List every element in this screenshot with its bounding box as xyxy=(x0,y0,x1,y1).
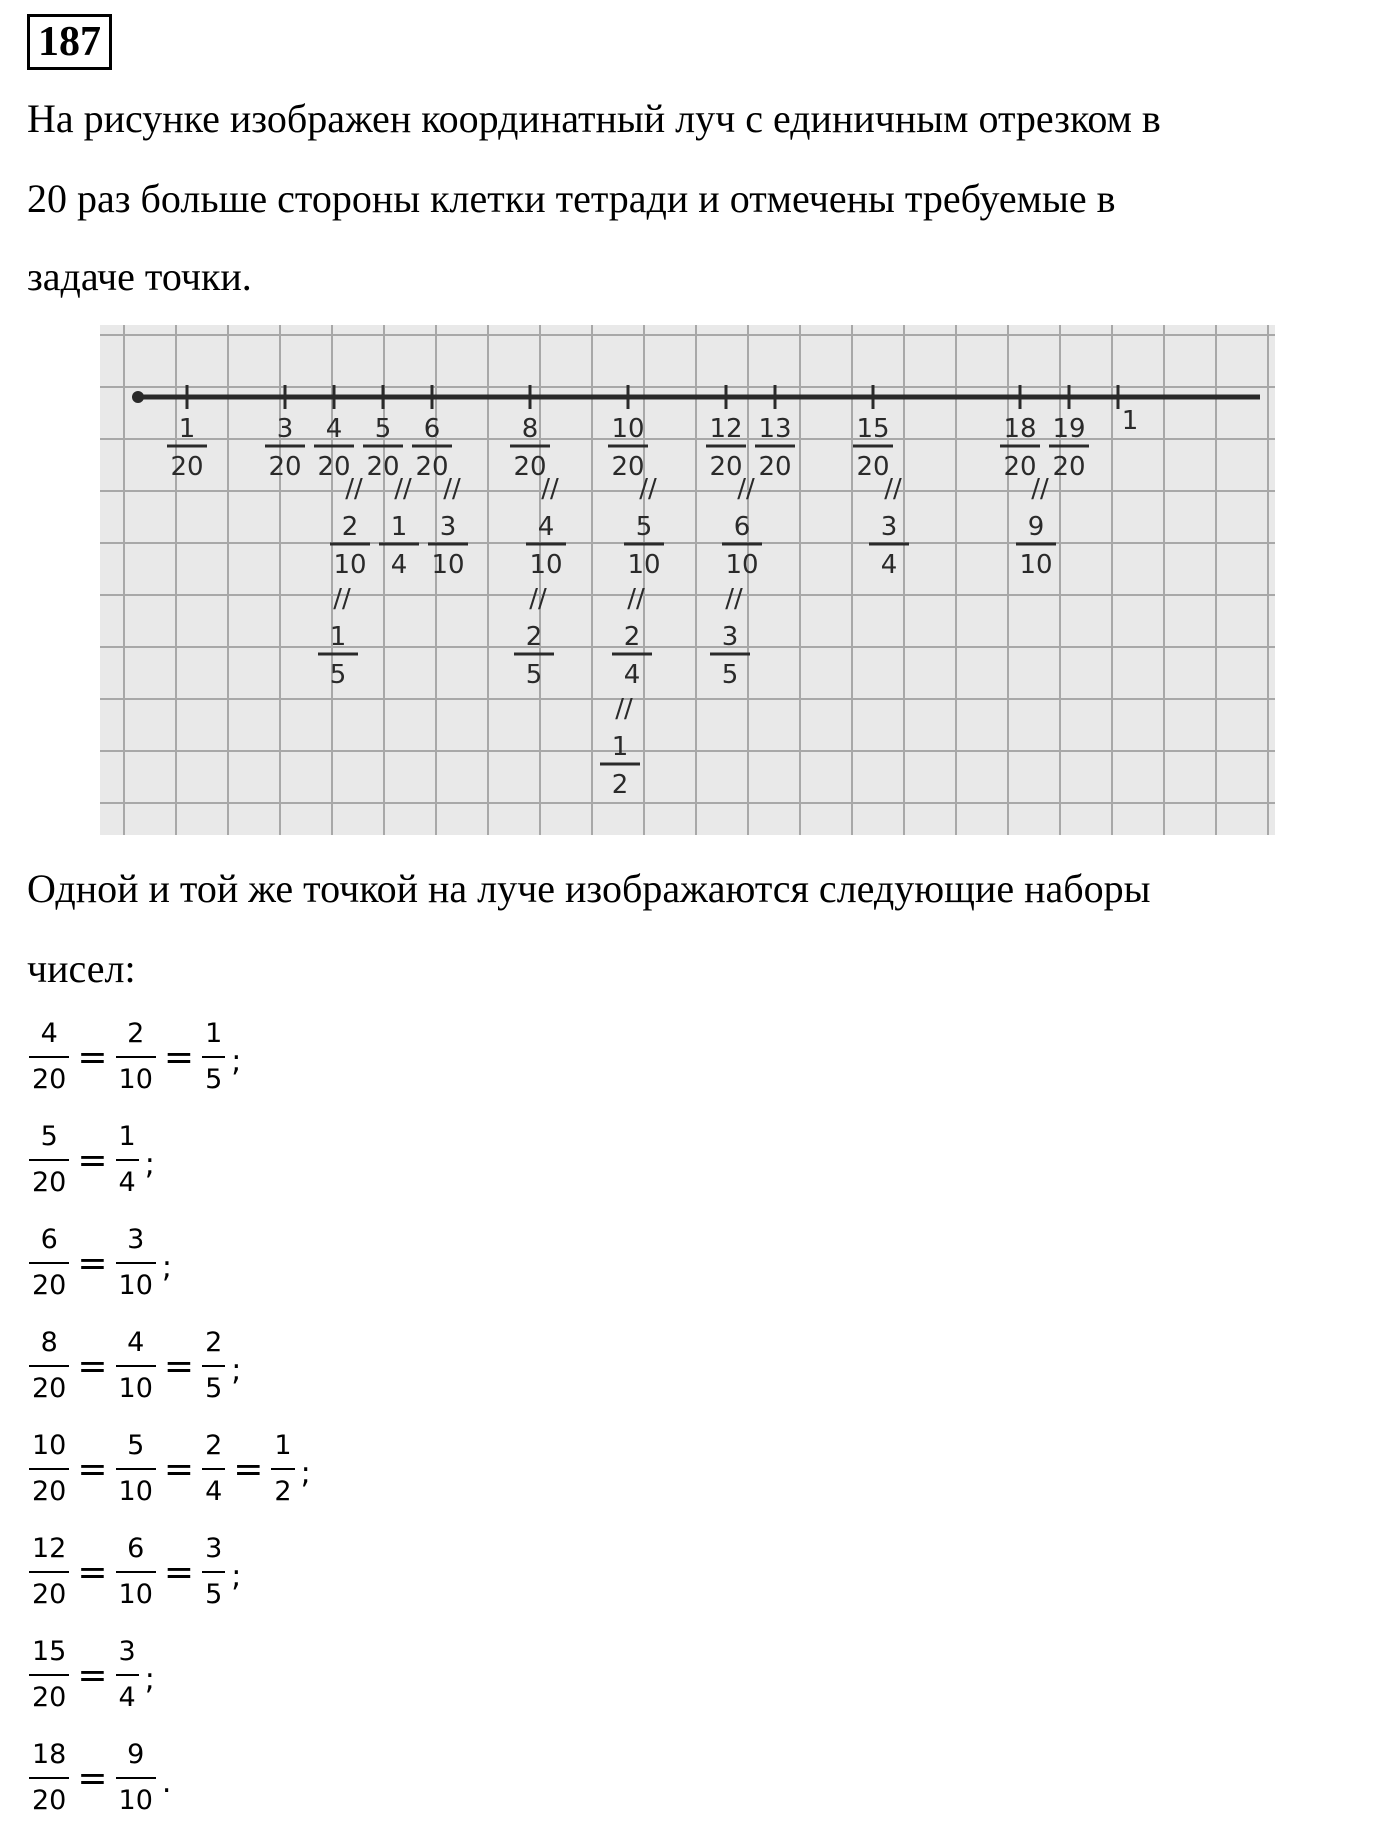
fraction xyxy=(29,1630,69,1720)
equation-row xyxy=(27,1527,241,1617)
fraction-numerator: 3 xyxy=(118,1636,136,1667)
equals-sign: = xyxy=(163,1036,195,1078)
equation-row xyxy=(27,1321,241,1411)
fraction-denominator: 5 xyxy=(205,1579,223,1610)
tick-label-numerator: 15 xyxy=(856,414,890,444)
fraction xyxy=(29,1115,69,1205)
fraction-denominator: 10 xyxy=(118,1476,153,1507)
fraction-denominator: 5 xyxy=(205,1064,223,1095)
fraction-numerator: 1 xyxy=(274,1430,292,1461)
fraction xyxy=(202,1424,225,1514)
tick-label-numerator: 4 xyxy=(325,414,343,444)
tick-label-denominator: 20 xyxy=(268,452,302,482)
tick-label-denominator: 20 xyxy=(758,452,792,482)
paper-background xyxy=(100,325,1275,835)
fraction xyxy=(29,1527,69,1617)
equals-sign: = xyxy=(77,1139,108,1181)
fraction-denominator: 20 xyxy=(32,1270,67,1301)
tick-label-denominator: 20 xyxy=(1003,452,1037,482)
equals-sign: = xyxy=(77,1551,108,1593)
equivalent-fraction-denominator: 5 xyxy=(721,660,739,690)
fraction-denominator: 20 xyxy=(32,1167,67,1198)
equivalent-fraction-denominator: 10 xyxy=(725,550,759,580)
fraction-numerator: 4 xyxy=(127,1327,145,1358)
equals-sign: = xyxy=(77,1448,108,1490)
tick-label-denominator: 20 xyxy=(317,452,351,482)
fraction xyxy=(116,1012,156,1102)
equivalent-fraction-denominator: 10 xyxy=(333,550,367,580)
tick-label-denominator: 20 xyxy=(709,452,743,482)
equivalent-fraction-numerator: 1 xyxy=(611,732,629,762)
equation-row xyxy=(27,1218,172,1308)
fraction xyxy=(116,1115,139,1205)
fraction-numerator: 3 xyxy=(127,1224,145,1255)
fraction xyxy=(29,1733,69,1823)
fraction-denominator: 10 xyxy=(118,1064,153,1095)
fraction-numerator: 6 xyxy=(127,1533,145,1564)
equivalent-fraction-numerator: 3 xyxy=(721,622,739,652)
equivalent-fraction-numerator: 4 xyxy=(537,512,555,542)
fraction xyxy=(116,1321,156,1411)
fraction-denominator: 5 xyxy=(205,1373,223,1404)
fraction xyxy=(202,1321,225,1411)
equivalent-fraction-numerator: 1 xyxy=(329,622,347,652)
fraction-numerator: 10 xyxy=(32,1430,67,1461)
fraction xyxy=(29,1012,69,1102)
equivalent-fraction-numerator: 2 xyxy=(341,512,359,542)
fraction-denominator: 2 xyxy=(274,1476,292,1507)
fraction-numerator: 15 xyxy=(32,1636,67,1667)
equal-mark: // xyxy=(615,694,633,724)
equals-sign: = xyxy=(77,1757,108,1799)
equation-punctuation: ; xyxy=(144,1661,155,1697)
equals-sign: = xyxy=(163,1551,195,1593)
equal-mark: // xyxy=(541,474,559,504)
tick-label-numerator: 3 xyxy=(276,414,294,444)
tick-label-denominator: 20 xyxy=(415,452,449,482)
fraction-numerator: 8 xyxy=(40,1327,58,1358)
tick-label-denominator: 20 xyxy=(1052,452,1086,482)
equivalent-fraction-denominator: 10 xyxy=(627,550,661,580)
equals-sign: = xyxy=(163,1448,195,1490)
fraction-denominator: 20 xyxy=(32,1785,67,1816)
equation-row xyxy=(27,1424,311,1514)
equal-mark: // xyxy=(394,474,412,504)
equals-sign: = xyxy=(77,1345,108,1387)
fraction xyxy=(202,1527,225,1617)
equation-punctuation: ; xyxy=(231,1043,242,1079)
tick-label-numerator: 1 xyxy=(178,414,196,444)
fraction-denominator: 10 xyxy=(118,1785,153,1816)
equation-punctuation: . xyxy=(161,1764,172,1800)
equivalent-fraction-numerator: 3 xyxy=(439,512,457,542)
equation-punctuation: ; xyxy=(144,1146,155,1182)
fraction-denominator: 20 xyxy=(32,1579,67,1610)
fraction xyxy=(116,1218,156,1308)
fraction-numerator: 5 xyxy=(127,1430,145,1461)
equation-row xyxy=(27,1012,241,1102)
equation-punctuation: ; xyxy=(231,1558,242,1594)
equivalent-fraction-denominator: 10 xyxy=(431,550,465,580)
equals-sign: = xyxy=(77,1242,108,1284)
fraction-numerator: 2 xyxy=(205,1327,223,1358)
equal-mark: // xyxy=(627,584,645,614)
fraction xyxy=(116,1527,156,1617)
equation-punctuation: ; xyxy=(161,1249,172,1285)
tick-label-numerator: 10 xyxy=(611,414,645,444)
intro-line-2: 20 раз больше стороны клетки тетради и отмечены требуемые в xyxy=(27,176,1116,221)
equal-mark: // xyxy=(345,474,363,504)
equivalent-fraction-denominator: 10 xyxy=(1019,550,1053,580)
tick-label-numerator: 12 xyxy=(709,414,743,444)
equation-row xyxy=(27,1630,155,1720)
equation-row xyxy=(27,1733,171,1823)
equals-sign: = xyxy=(77,1036,108,1078)
fraction xyxy=(116,1424,156,1514)
equal-mark: // xyxy=(443,474,461,504)
fraction-numerator: 18 xyxy=(32,1739,67,1770)
equal-mark: // xyxy=(639,474,657,504)
fraction xyxy=(271,1424,294,1514)
fraction-denominator: 10 xyxy=(118,1270,153,1301)
equal-mark: // xyxy=(737,474,755,504)
equal-mark: // xyxy=(529,584,547,614)
conclusion-line-1: Одной и той же точкой на луче изображаются следующие наборы xyxy=(27,866,1151,911)
intro-line-3: задаче точки. xyxy=(27,254,252,299)
equivalent-fraction-numerator: 5 xyxy=(635,512,653,542)
equal-mark: // xyxy=(725,584,743,614)
equivalent-fraction-numerator: 3 xyxy=(880,512,898,542)
equivalent-fraction-numerator: 2 xyxy=(623,622,641,652)
tick-label-numerator: 5 xyxy=(374,414,392,444)
intro-line-1: На рисунке изображен координатный луч с единичным отрезком в xyxy=(27,96,1161,141)
fraction xyxy=(29,1424,69,1514)
fraction-denominator: 10 xyxy=(118,1579,153,1610)
fraction-numerator: 6 xyxy=(40,1224,58,1255)
equivalent-fraction-numerator: 6 xyxy=(733,512,751,542)
fraction-denominator: 20 xyxy=(32,1682,67,1713)
equivalent-fraction-numerator: 2 xyxy=(525,622,543,652)
equal-mark: // xyxy=(1031,474,1049,504)
fraction-numerator: 5 xyxy=(40,1121,58,1152)
tick-label-denominator: 20 xyxy=(856,452,890,482)
fraction-numerator: 3 xyxy=(205,1533,223,1564)
equivalent-fraction-denominator: 4 xyxy=(623,660,641,690)
conclusion-line-2: чисел: xyxy=(27,946,136,991)
coordinate-ray-figure xyxy=(100,325,1275,835)
equation-punctuation: ; xyxy=(231,1352,242,1388)
task-number: 187 xyxy=(27,14,112,70)
tick-label-numerator: 6 xyxy=(423,414,441,444)
equal-mark: // xyxy=(884,474,902,504)
equivalent-fraction-numerator: 1 xyxy=(390,512,408,542)
ray-end-label: 1 xyxy=(1121,406,1139,436)
fraction-numerator: 2 xyxy=(205,1430,223,1461)
tick-label-denominator: 20 xyxy=(513,452,547,482)
fraction-denominator: 20 xyxy=(32,1476,67,1507)
fraction-numerator: 1 xyxy=(205,1018,223,1049)
equivalent-fraction-numerator: 9 xyxy=(1027,512,1045,542)
fraction-denominator: 20 xyxy=(32,1373,67,1404)
fraction xyxy=(29,1321,69,1411)
tick-label-numerator: 13 xyxy=(758,414,792,444)
fraction-denominator: 4 xyxy=(118,1682,136,1713)
equivalent-fraction-denominator: 5 xyxy=(329,660,347,690)
tick-label-denominator: 20 xyxy=(170,452,204,482)
fraction-denominator: 20 xyxy=(32,1064,67,1095)
fraction-denominator: 4 xyxy=(118,1167,136,1198)
equivalent-fraction-denominator: 10 xyxy=(529,550,563,580)
fraction xyxy=(116,1630,139,1720)
equivalent-fraction-denominator: 4 xyxy=(880,550,898,580)
tick-label-numerator: 8 xyxy=(521,414,539,444)
fraction-denominator: 4 xyxy=(205,1476,223,1507)
fraction-numerator: 9 xyxy=(127,1739,145,1770)
tick-label-numerator: 18 xyxy=(1003,414,1037,444)
tick-label-denominator: 20 xyxy=(366,452,400,482)
tick-label-numerator: 19 xyxy=(1052,414,1086,444)
equivalent-fraction-denominator: 4 xyxy=(390,550,408,580)
fraction-denominator: 10 xyxy=(118,1373,153,1404)
ray-origin-point xyxy=(132,391,144,403)
fraction xyxy=(29,1218,69,1308)
equal-mark: // xyxy=(333,584,351,614)
equation-row xyxy=(27,1115,155,1205)
fraction-numerator: 1 xyxy=(118,1121,136,1152)
fraction xyxy=(116,1733,156,1823)
fraction-numerator: 2 xyxy=(127,1018,145,1049)
equivalent-fraction-denominator: 2 xyxy=(611,770,629,800)
fraction xyxy=(202,1012,225,1102)
fraction-numerator: 12 xyxy=(32,1533,67,1564)
fraction-numerator: 4 xyxy=(40,1018,58,1049)
equation-punctuation: ; xyxy=(300,1455,311,1491)
equals-sign: = xyxy=(77,1654,108,1696)
tick-label-denominator: 20 xyxy=(611,452,645,482)
equivalent-fraction-denominator: 5 xyxy=(525,660,543,690)
equals-sign: = xyxy=(233,1448,264,1490)
equals-sign: = xyxy=(163,1345,195,1387)
